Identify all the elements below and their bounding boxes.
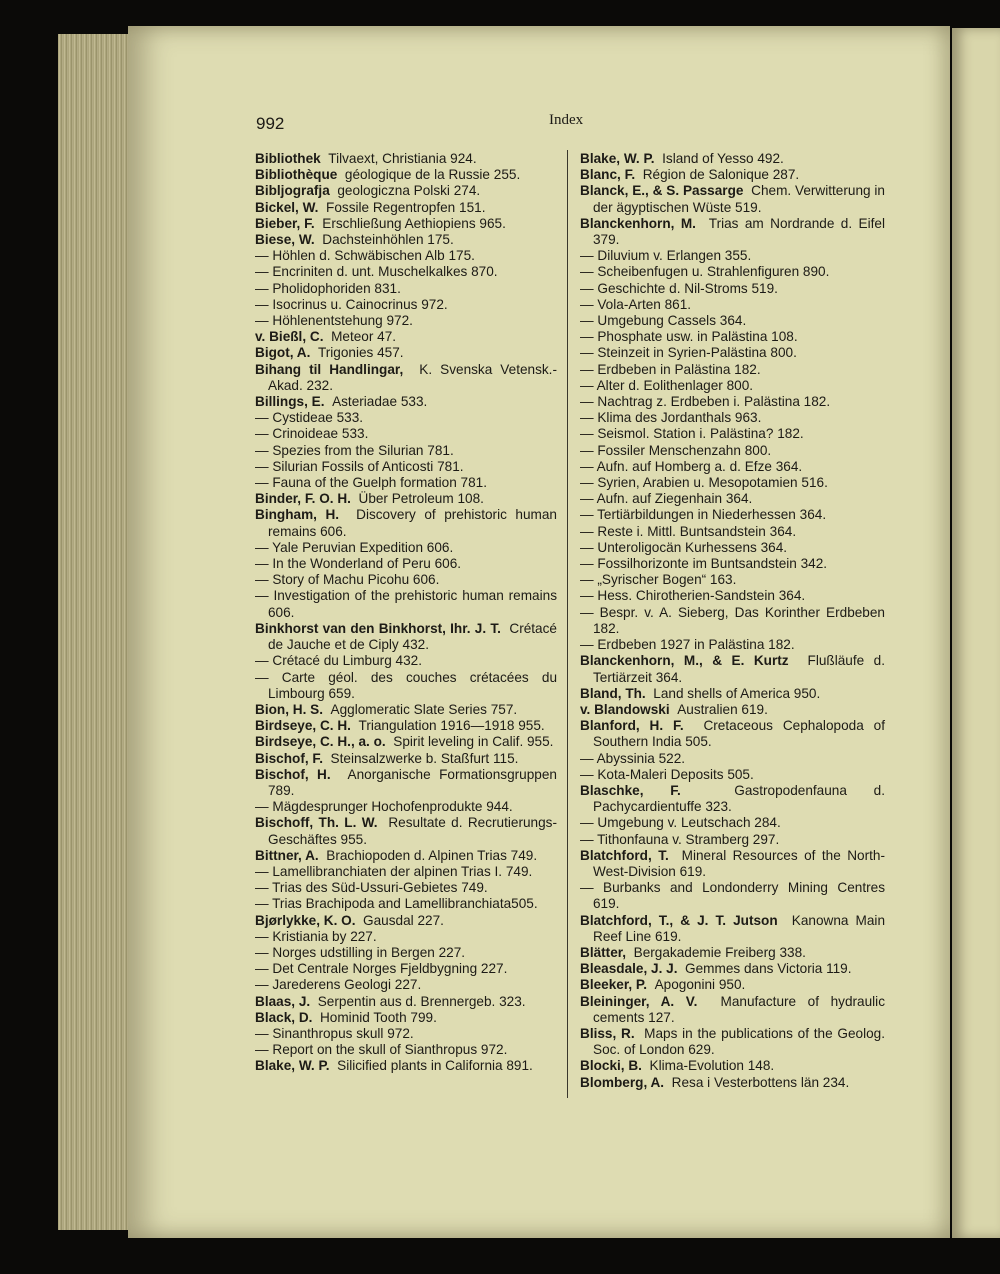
facing-page-edge (952, 28, 1000, 1238)
index-entry-title: — Nachtrag z. Erdbeben i. Palästina 182. (580, 394, 831, 410)
index-entry (255, 362, 557, 394)
index-entry-title: Crétacé de Jauche et de Ciply 432. (268, 620, 557, 653)
index-entry (255, 1042, 557, 1058)
index-entry-author: Bigot, A. (255, 345, 311, 361)
index-entry (255, 459, 557, 475)
index-entry-author: Billings, E. (255, 394, 325, 410)
index-entry-author: v. Bießl, C. (255, 329, 324, 345)
index-entry (580, 945, 885, 961)
index-entry (255, 588, 557, 620)
index-entry-title: — Steinzeit in Syrien-Palästina 800. (580, 345, 797, 361)
index-entry (255, 507, 557, 539)
index-entry-title: — Crinoideae 533. (255, 426, 369, 442)
index-entry-title: — Burbanks and Londonderry Mining Centres 619. (580, 880, 885, 912)
index-entry-title: — Fossilhorizonte im Buntsandstein 342. (580, 556, 828, 572)
index-entry-author: Bibliothèque (255, 167, 338, 183)
index-entry-title: Brachiopoden d. Alpinen Trias 749. (326, 847, 538, 863)
index-entry-author: Blocki, B. (580, 1058, 642, 1074)
index-column-right (580, 151, 885, 1091)
index-entry (580, 151, 885, 167)
index-entry-title: — Encriniten d. unt. Muschelkalkes 870. (255, 264, 498, 280)
index-entry-author: Black, D. (255, 1009, 313, 1025)
index-entry (255, 183, 557, 199)
index-entry (580, 540, 885, 556)
index-entry-title: — Isocrinus u. Cainocrinus 972. (255, 296, 448, 312)
index-entry-title: — Erdbeben 1927 in Palästina 182. (580, 637, 795, 653)
index-entry-title: Resa i Vesterbottens län 234. (671, 1074, 850, 1090)
index-entry (580, 475, 885, 491)
index-entry-title: — Umgebung Cassels 364. (580, 313, 747, 329)
index-entry (580, 183, 885, 215)
index-entry (580, 378, 885, 394)
index-entry (255, 767, 557, 799)
index-entry-title: Kanowna Main Reef Line 619. (593, 912, 886, 944)
index-entry-title: — „Syrischer Bogen“ 163. (580, 572, 737, 588)
index-entry-author: Bleininger, A. V. (580, 993, 698, 1009)
index-entry (580, 362, 885, 378)
index-entry-title: — Reste i. Mittl. Buntsandstein 364. (580, 523, 797, 539)
index-entry (580, 994, 885, 1026)
index-entry-title: — Fossiler Menschenzahn 800. (580, 442, 772, 458)
index-entry-title: — Scheibenfugen u. Strahlenfiguren 890. (580, 264, 830, 280)
index-entry (580, 167, 885, 183)
index-entry (580, 1075, 885, 1091)
index-entry-title: Manufacture of hydraulic cements 127. (593, 993, 886, 1025)
index-entry-title: — Abyssinia 522. (580, 750, 686, 766)
index-entry-title: Gausdal 227. (363, 912, 444, 928)
index-entry-author: Bion, H. S. (255, 701, 323, 717)
index-entry-title: — Yale Peruvian Expedition 606. (255, 539, 454, 555)
index-entry-author: Blanckenhorn, M., & E. Kurtz (580, 653, 789, 669)
index-entry-title: Cretaceous Cephalopoda of Southern India 505. (593, 718, 885, 750)
index-entry-author: Blomberg, A. (580, 1074, 665, 1090)
index-entry (255, 313, 557, 329)
index-entry-title: Steinsalzwerke b. Staßfurt 115. (330, 750, 519, 766)
index-entry-title: — Höhlen d. Schwäbischen Alb 175. (255, 248, 475, 264)
index-entry-title: Resultate d. Recrutierungs-Geschäftes 955. (268, 815, 557, 847)
index-entry-title: — Vola-Arten 861. (580, 296, 692, 312)
index-entry-title: Agglomeratic Slate Series 757. (330, 701, 518, 717)
index-entry (255, 572, 557, 588)
index-entry-author: Bliss, R. (580, 1025, 635, 1041)
page-number: 992 (256, 114, 285, 133)
index-entry (255, 248, 557, 264)
index-entry (255, 994, 557, 1010)
index-entry (255, 848, 557, 864)
index-entry-title: Maps in the publications of the Geolog. Soc. of London 629. (593, 1025, 886, 1058)
index-entry (255, 864, 557, 880)
index-entry (255, 670, 557, 702)
index-entry (580, 345, 885, 361)
index-entry-title: — Bespr. v. A. Sieberg, Das Korinther Erdbeben 182. (580, 604, 885, 636)
index-entry (255, 977, 557, 993)
index-entry (580, 329, 885, 345)
index-entry (255, 540, 557, 556)
index-entry-author: Binkhorst van den Binkhorst, Ihr. J. T. (255, 620, 501, 636)
index-entry (580, 880, 885, 912)
index-entry (255, 216, 557, 232)
index-entry (255, 281, 557, 297)
index-entry-author: Blaschke, F. (580, 782, 681, 798)
index-entry-title: Trigonies 457. (317, 345, 404, 361)
index-entry-title: Serpentin aus d. Brennergeb. 323. (317, 993, 526, 1009)
index-entry-author: Bland, Th. (580, 685, 646, 701)
index-entry (580, 653, 885, 685)
index-entry-author: Bischof, F. (255, 750, 323, 766)
index-entry (255, 1010, 557, 1026)
index-entry (255, 1058, 557, 1074)
index-entry (255, 556, 557, 572)
index-entry-title: — Report on the skull of Sianthropus 972. (255, 1042, 508, 1058)
index-entry (255, 718, 557, 734)
index-entry-title: Dachsteinhöhlen 175. (322, 232, 454, 248)
index-entry (580, 556, 885, 572)
index-entry-title: — Sinanthropus skull 972. (255, 1025, 414, 1041)
index-entry-title: — Diluvium v. Erlangen 355. (580, 248, 752, 264)
index-column-left (255, 151, 557, 1075)
index-entry (255, 815, 557, 847)
index-entry-title: — Phosphate usw. in Palästina 108. (580, 329, 798, 345)
index-entry-title: — Aufn. auf Homberg a. d. Efze 364. (580, 458, 803, 474)
index-entry (255, 232, 557, 248)
index-entry-title: — In the Wonderland of Peru 606. (255, 556, 462, 572)
index-entry-title: — Crétacé du Limburg 432. (255, 653, 422, 669)
index-entry-author: Bischoff, Th. L. W. (255, 815, 378, 831)
index-entry (255, 653, 557, 669)
index-entry-title: Discovery of prehistoric human remains 606. (268, 507, 557, 539)
index-entry-title: Apogonini 950. (654, 977, 746, 993)
index-entry (255, 913, 557, 929)
index-entry-title: Triangulation 1916—1918 955. (358, 718, 545, 734)
index-entry-title: — Höhlenentstehung 972. (255, 313, 413, 329)
index-entry-title: — Mägdesprunger Hochofenprodukte 944. (255, 799, 513, 815)
index-entry (580, 248, 885, 264)
index-entry-title: geologiczna Polski 274. (337, 183, 481, 199)
index-entry (255, 475, 557, 491)
index-entry (580, 848, 885, 880)
index-entry-title: Erschließung Aethiopiens 965. (322, 215, 506, 231)
index-entry-author: Bihang til Handlingar, (255, 361, 404, 377)
index-entry (255, 264, 557, 280)
index-entry-title: — Carte géol. des couches crétacées du Limbourg 659. (255, 669, 557, 701)
index-entry-author: Bieber, F. (255, 215, 315, 231)
index-entry-title: — Fauna of the Guelph formation 781. (255, 475, 487, 491)
index-entry-title: Région de Salonique 287. (642, 167, 800, 183)
index-entry-title: — Seismol. Station i. Palästina? 182. (580, 426, 804, 442)
index-entry (580, 1026, 885, 1058)
index-entry-title: K. Svenska Vetensk.-Akad. 232. (268, 361, 557, 393)
index-entry-title: Trias am Nordrande d. Eifel 379. (593, 215, 885, 248)
index-entry (255, 329, 557, 345)
index-entry-title: — Investigation of the prehistoric human remains 606. (255, 588, 557, 620)
index-entry-author: Birdseye, C. H., a. o. (255, 734, 386, 750)
index-entry-title: Asteriadae 533. (332, 394, 428, 410)
index-entry-title: Über Petroleum 108. (358, 491, 484, 507)
index-entry-author: Bleeker, P. (580, 977, 648, 993)
index-entry-title: — Umgebung v. Leutschach 284. (580, 815, 781, 831)
index-entry-title: — Syrien, Arabien u. Mesopotamien 516. (580, 475, 828, 491)
index-entry-title: — Trias Brachipoda and Lamellibranchiata505. (255, 896, 538, 912)
index-entry (580, 264, 885, 280)
index-entry-title: — Jarederens Geologi 227. (255, 977, 422, 993)
index-entry-title: Mineral Resources of the North-West-Division 619. (593, 847, 885, 879)
index-entry (255, 880, 557, 896)
index-entry-author: v. Blandowski (580, 701, 670, 717)
index-entry (580, 718, 885, 750)
index-entry-title: — Tithonfauna v. Stramberg 297. (580, 831, 780, 847)
index-entry-title: Bergakademie Freiberg 338. (633, 944, 806, 960)
index-entry-author: Bingham, H. (255, 507, 340, 523)
index-entry-author: Blanck, E., & S. Passarge (580, 183, 744, 199)
index-entry-author: Blatchford, T., & J. T. Jutson (580, 912, 778, 928)
index-entry-author: Birdseye, C. H. (255, 718, 351, 734)
index-entry-title: — Alter d. Eolithenlager 800. (580, 377, 754, 393)
index-entry (255, 443, 557, 459)
index-entry-title: — Lamellibranchiaten der alpinen Trias I. 749. (255, 863, 533, 879)
index-entry (580, 783, 885, 815)
index-entry (580, 507, 885, 523)
index-entry (255, 151, 557, 167)
index-entry-title: — Aufn. auf Ziegenhain 364. (580, 491, 753, 507)
index-entry (580, 572, 885, 588)
index-entry-title: Gemmes dans Victoria 119. (685, 961, 852, 977)
index-entry-title: — Unteroligocän Kurhessens 364. (580, 539, 788, 555)
index-entry (255, 751, 557, 767)
index-entry (255, 297, 557, 313)
index-entry-title: Anorganische Formationsgruppen 789. (268, 766, 557, 798)
index-entry (255, 896, 557, 912)
index-entry (255, 426, 557, 442)
index-entry-title: Tilvaext, Christiania 924. (328, 151, 477, 166)
index-entry-title: — Silurian Fossils of Anticosti 781. (255, 458, 464, 474)
index-entry (255, 945, 557, 961)
index-entry (580, 491, 885, 507)
index-entry (580, 524, 885, 540)
index-entry (255, 621, 557, 653)
index-entry-author: Blanckenhorn, M. (580, 215, 696, 231)
index-entry (255, 734, 557, 750)
index-entry-title: Meteor 47. (331, 329, 397, 345)
index-entry (580, 216, 885, 248)
index-entry (580, 832, 885, 848)
index-entry (580, 815, 885, 831)
index-entry-title: — Spezies from the Silurian 781. (255, 442, 454, 458)
index-entry-title: Silicified plants in California 891. (337, 1058, 533, 1074)
index-entry-author: Blanford, H. F. (580, 718, 684, 734)
index-entry (580, 605, 885, 637)
index-entry-title: Klima-Evolution 148. (649, 1058, 775, 1074)
index-entry (580, 443, 885, 459)
index-entry (580, 297, 885, 313)
index-entry (580, 313, 885, 329)
index-entry (255, 1026, 557, 1042)
index-entry-author: Bjørlykke, K. O. (255, 912, 356, 928)
index-entry-author: Bibliothek (255, 151, 321, 166)
index-entry-title: Australien 619. (677, 701, 768, 717)
index-entry-title: Flußläufe d. Tertiärzeit 364. (593, 653, 885, 685)
index-entry-title: — Det Centrale Norges Fjeldbygning 227. (255, 961, 508, 977)
index-entry-title: — Cystideae 533. (255, 410, 364, 426)
index-entry-title: — Hess. Chirotherien-Sandstein 364. (580, 588, 806, 604)
index-entry-title: Land shells of America 950. (653, 685, 821, 701)
index-entry-author: Bleasdale, J. J. (580, 961, 678, 977)
index-entry (580, 686, 885, 702)
index-entry (580, 702, 885, 718)
index-entry-title: — Geschichte d. Nil-Stroms 519. (580, 280, 778, 296)
index-entry-title: — Klima des Jordanthals 963. (580, 410, 762, 426)
index-entry-title: Hominid Tooth 799. (319, 1009, 437, 1025)
column-divider (567, 150, 568, 1098)
index-entry-title: Gastropodenfauna d. Pachycardientuffe 323. (593, 782, 885, 815)
index-entry-author: Bischof, H. (255, 766, 331, 782)
index-entry (255, 345, 557, 361)
index-entry-author: Blaas, J. (255, 993, 311, 1009)
index-entry-author: Bickel, W. (255, 199, 319, 215)
index-entry-title: — Pholidophoriden 831. (255, 280, 401, 296)
index-entry-author: Bibljografja (255, 183, 330, 199)
index-entry-title: Fossile Regentropfen 151. (326, 199, 486, 215)
index-entry-title: — Trias des Süd-Ussuri-Gebietes 749. (255, 880, 488, 896)
index-entry-author: Biese, W. (255, 232, 315, 248)
index-entry (580, 281, 885, 297)
index-entry (255, 929, 557, 945)
index-entry-author: Blake, W. P. (255, 1058, 330, 1074)
index-entry-author: Binder, F. O. H. (255, 491, 351, 507)
index-entry-author: Blätter, (580, 944, 627, 960)
index-entry (580, 394, 885, 410)
index-entry (580, 977, 885, 993)
index-entry (580, 410, 885, 426)
index-entry (255, 167, 557, 183)
index-entry (255, 799, 557, 815)
index-entry-title: géologique de la Russie 255. (344, 167, 521, 183)
index-entry-author: Blatchford, T. (580, 847, 669, 863)
index-entry-title: — Tertiärbildungen in Niederhessen 364. (580, 507, 827, 523)
index-entry (255, 394, 557, 410)
index-entry-title: Spirit leveling in Calif. 955. (393, 734, 554, 750)
index-entry (580, 1058, 885, 1074)
index-entry-title: Chem. Verwitterung in der ägyptischen Wüste 519. (593, 183, 885, 215)
index-entry (255, 702, 557, 718)
index-entry (255, 200, 557, 216)
index-entry-title: — Kristiania by 227. (255, 928, 377, 944)
index-entry (255, 491, 557, 507)
index-entry-title: — Erdbeben in Palästina 182. (580, 361, 761, 377)
index-entry (580, 913, 885, 945)
index-entry (255, 961, 557, 977)
running-head: Index (549, 112, 584, 128)
page-edges (58, 34, 134, 1230)
index-entry-author: Blanc, F. (580, 167, 636, 183)
index-entry-title: — Story of Machu Picohu 606. (255, 572, 440, 588)
index-entry-title: — Norges udstilling in Bergen 227. (255, 944, 466, 960)
index-entry-title: Island of Yesso 492. (662, 151, 784, 166)
index-entry (580, 751, 885, 767)
index-entry-title: — Kota-Maleri Deposits 505. (580, 766, 754, 782)
index-entry-author: Blake, W. P. (580, 151, 655, 166)
index-entry-author: Bittner, A. (255, 847, 319, 863)
index-entry (580, 588, 885, 604)
index-entry (255, 410, 557, 426)
index-entry (580, 637, 885, 653)
index-entry (580, 767, 885, 783)
index-entry (580, 459, 885, 475)
index-entry (580, 426, 885, 442)
index-entry (580, 961, 885, 977)
